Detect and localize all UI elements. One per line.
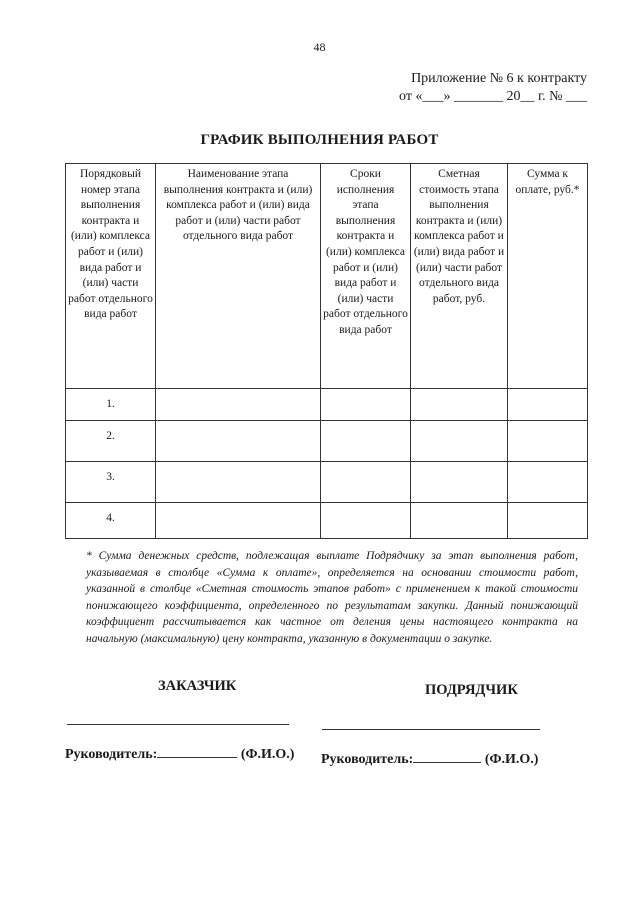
row-number: 2. bbox=[66, 421, 156, 462]
appendix-line-1: Приложение № 6 к контракту bbox=[411, 71, 587, 86]
header-payment-amount: Сумма к оплате, руб.* bbox=[508, 164, 588, 389]
customer-fio-label: (Ф.И.О.) bbox=[240, 747, 295, 762]
table-cell bbox=[156, 389, 321, 421]
header-deadlines: Сроки исполнения этапа выполнения контракта и (или) комплекса работ и (или) вида работ и (или) части работ отдельного вида работ bbox=[321, 164, 411, 389]
table-header-row bbox=[66, 164, 588, 389]
schedule-table bbox=[65, 163, 588, 539]
table-cell bbox=[156, 462, 321, 503]
table-cell bbox=[321, 421, 411, 462]
table-row bbox=[66, 389, 588, 421]
table-cell bbox=[156, 421, 321, 462]
document-title: ГРАФИК ВЫПОЛНЕНИЯ РАБОТ bbox=[200, 132, 439, 148]
customer-head-row bbox=[65, 745, 294, 763]
table-cell bbox=[411, 421, 508, 462]
footnote: * Сумма денежных средств, подлежащая выплате Подрядчику за этап выполнения работ, указываемая в столбце «Сумма к оплате», определяется на основании стоимости работ, указанной в столбце «Сметная стоимость этапов работ» с применением к такой стоимости понижающего коэффициента, определенного по результатам закупки. Данный понижающий коэффициент рассчитывается как частное от деления цены настоящего контракта на начальную (максимальную) цену контракта, указанную в документации о закупке. bbox=[86, 550, 578, 645]
customer-signature-line bbox=[67, 724, 289, 725]
table-cell bbox=[508, 503, 588, 539]
row-number: 1. bbox=[66, 389, 156, 421]
contractor-head-row bbox=[321, 750, 538, 768]
contractor-head-blank bbox=[413, 750, 481, 763]
customer-head-blank bbox=[157, 745, 237, 758]
row-number: 4. bbox=[66, 503, 156, 539]
row-number: 3. bbox=[66, 462, 156, 503]
table-cell bbox=[321, 462, 411, 503]
header-estimated-cost: Сметная стоимость этапа выполнения контракта и (или) комплекса работ и (или) вида работ и (или) части работ отдельного вида работ, руб. bbox=[411, 164, 508, 389]
table-row bbox=[66, 503, 588, 539]
header-stage-name: Наименование этапа выполнения контракта и (или) комплекса работ и (или) вида работ и (или) части работ отдельного вида работ bbox=[156, 164, 321, 389]
table-cell bbox=[508, 462, 588, 503]
table-cell bbox=[411, 389, 508, 421]
table-cell bbox=[321, 503, 411, 539]
table-cell bbox=[508, 421, 588, 462]
table-cell bbox=[411, 503, 508, 539]
table-cell bbox=[411, 462, 508, 503]
table-cell bbox=[321, 389, 411, 421]
table-cell bbox=[156, 503, 321, 539]
table-cell bbox=[508, 389, 588, 421]
header-stage-number: Порядковый номер этапа выполнения контракта и (или) комплекса работ и (или) вида работ и (или) части работ отдельного вида работ bbox=[66, 164, 156, 389]
appendix-line-2: от «___» _______ 20__ г. № ___ bbox=[399, 89, 587, 104]
contractor-title: ПОДРЯДЧИК bbox=[425, 682, 518, 698]
customer-title: ЗАКАЗЧИК bbox=[158, 678, 237, 694]
contractor-fio-label: (Ф.И.О.) bbox=[484, 752, 539, 767]
appendix-header bbox=[399, 70, 587, 106]
page-number: 48 bbox=[313, 40, 326, 54]
contractor-signature-line bbox=[322, 729, 540, 730]
contractor-head-label: Руководитель: bbox=[321, 752, 414, 767]
customer-head-label: Руководитель: bbox=[65, 747, 158, 762]
table-row bbox=[66, 421, 588, 462]
table-row bbox=[66, 462, 588, 503]
